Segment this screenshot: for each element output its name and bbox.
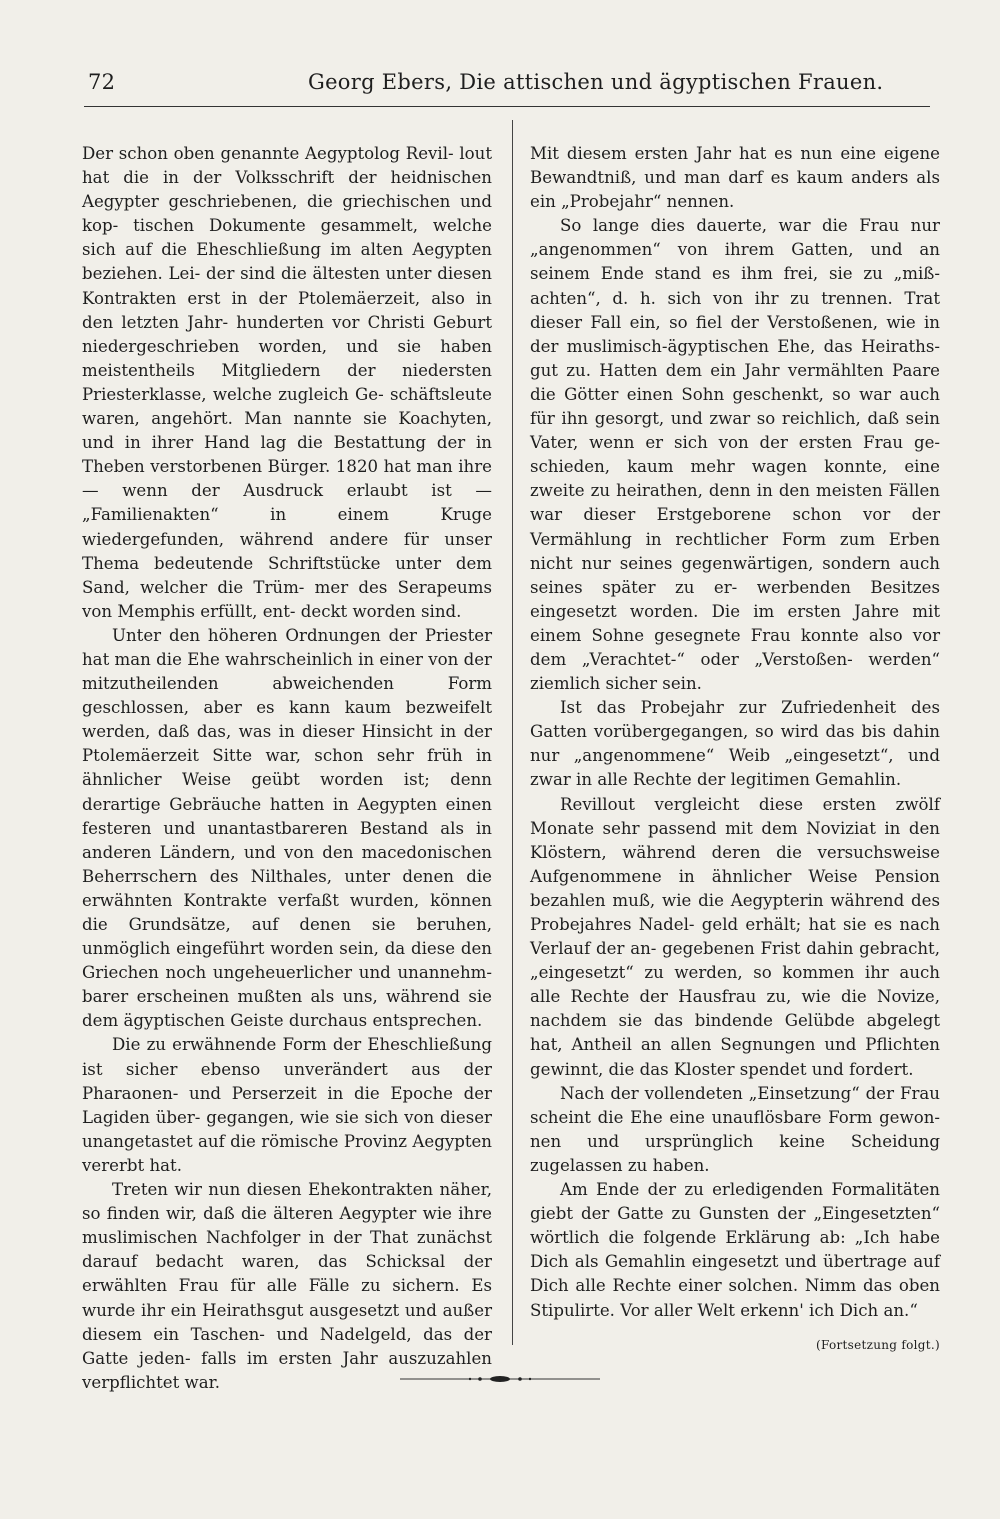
right-column bbox=[530, 142, 940, 1357]
header-rule bbox=[84, 106, 930, 107]
paragraph: Der schon oben genannte Aegyptolog Revil- lout hat die in der Volksschrift der heidnischen Aegypter geschriebenen, die griechischen und kop- tischen Dokumente gesammelt, welche sich auf die Eheschließung im alten Aegypten beziehen. Lei- der sind die ältesten unter diesen Kontrakten erst in der Ptolemäerzeit, also in den letzten Jahr- hunderten vor Christi Geburt niedergeschrieben worden, und sie haben meistentheils Mitgliedern der niedersten Priesterklasse, welche zugleich Ge- schäftsleute waren, angehört. Man nannte sie Koachyten, und in ihrer Hand lag die Bestattung der in Theben verstorbenen Bürger. 1820 hat man ihre — wenn der Ausdruck erlaubt ist — „Familienakten“ in einem Kruge wiedergefunden, während andere für unser Thema bedeutende Schriftstücke unter dem Sand, welcher die Trüm- mer des Serapeums von Memphis erfüllt, ent- deckt worden sind. bbox=[82, 144, 492, 621]
column-divider bbox=[512, 120, 513, 1345]
paragraph: Unter den höheren Ordnungen der Priester hat man die Ehe wahrscheinlich in einer von der mitzutheilenden abweichenden Form geschlossen, aber es kann kaum bezweifelt werden, daß das, was in dieser Hinsicht in der Ptolemäerzeit Sitte war, schon sehr früh in ähnlicher Weise geübt worden ist; denn derartige Gebräuche hatten in Aegypten einen festeren und unantastbareren Bestand als in anderen Ländern, und von den macedonischen Beherrschern des Nilthales, unter denen die erwähnten Kontrakte verfaßt wurden, können die Grundsätze, auf denen sie beruhen, unmöglich eingeführt worden sein, da diese den Griechen noch ungeheuerlicher und unannehm- barer erscheinen mußten als uns, während sie dem ägyptischen Geiste durchaus entsprechen. bbox=[82, 625, 492, 1031]
continuation-note: (Fortsetzung folgt.) bbox=[816, 1337, 940, 1352]
paragraph: Ist das Probejahr zur Zufriedenheit des Gatten vorübergegangen, so wird das bis dahin nur „angenommene“ Weib „eingesetzt“, und zwar in alle Rechte der legitimen Gemahlin. bbox=[530, 698, 940, 790]
paragraph: So lange dies dauerte, war die Frau nur „angenommen“ von ihrem Gatten, und an seinem Ende stand es ihm frei, sie zu „miß- achten“, d. h. sich von ihr zu trennen. Trat dieser Fall ein, so fiel der Verstoßenen, wie in der muslimisch-ägyptischen Ehe, das Heiraths- gut zu. Hatten dem ein Jahr vermählten Paare die Götter einen Sohn geschenkt, so war auch für ihn gesorgt, und zwar so reichlich, daß sein Vater, wenn er sich von der ersten Frau ge- schieden, kaum mehr wagen konnte, eine zweite zu heirathen, denn in den meisten Fällen war dieser Erstgeborene schon vor der Vermählung in rechtlicher Form zum Erben nicht nur seines gegenwärtigen, sondern auch seines später zu er- werbenden Besitzes eingesetzt worden. Die im ersten Jahre mit einem Sohne gesegnete Frau konnte also vor dem „Verachtet-“ oder „Verstoßen- werden“ ziemlich sicher sein. bbox=[530, 216, 940, 694]
paragraph: Die zu erwähnende Form der Eheschließung ist sicher ebenso unverändert aus der Pharaonen- und Perserzeit in die Epoche der Lagiden über- gegangen, wie sie sich von dieser unangetastet auf die römische Provinz Aegypten vererbt hat. bbox=[82, 1035, 492, 1175]
running-title: Georg Ebers, Die attischen und ägyptischen Frauen. bbox=[308, 70, 884, 94]
paragraph: Nach der vollendeten „Einsetzung“ der Frau scheint die Ehe eine unauflösbare Form gewon- nen und ursprünglich keine Scheidung zugelassen zu haben. bbox=[530, 1083, 940, 1175]
page-number: 72 bbox=[88, 70, 116, 94]
end-ornament bbox=[400, 1372, 600, 1386]
paragraph: Revillout vergleicht diese ersten zwölf Monate sehr passend mit dem Noviziat in den Klöstern, während deren die versuchsweise Aufgenommene in ähnlicher Weise Pension bezahlen muß, wie die Aegypterin während des Probejahres Nadel- geld erhält; hat sie es nach Verlauf der an- gegebenen Frist dahin gebracht, „eingesetzt“ zu werden, so kommen ihr auch alle Rechte der Hausfrau zu, wie die Novize, nachdem sie das bindende Gelübde abgelegt hat, Antheil an allen Segnungen und Pflichten gewinnt, die das Kloster spendet und fordert. bbox=[530, 794, 940, 1079]
page-header bbox=[88, 70, 928, 100]
paragraph: Am Ende der zu erledigenden Formalitäten giebt der Gatte zu Gunsten der „Eingesetzten“ wörtlich die folgende Erklärung ab: „Ich habe Dich als Gemahlin eingesetzt und übertrage auf Dich alle Rechte einer solchen. Nimm das oben Stipulirte. Vor aller Welt erkenn' ich Dich an.“ bbox=[530, 1180, 940, 1320]
paragraph: Mit diesem ersten Jahr hat es nun eine eigene Bewandtniß, und man darf es kaum anders als ein „Probejahr“ nennen. bbox=[530, 144, 940, 212]
paragraph: Treten wir nun diesen Ehekontrakten näher, so finden wir, daß die älteren Aegypter wie ihre muslimischen Nachfolger in der That zunächst darauf bedacht waren, das Schicksal der erwählten Frau für alle Fälle zu sichern. Es wurde ihr ein Heirathsgut ausgesetzt und außer diesem ein Taschen- und Nadelgeld, das der Gatte jeden- falls im ersten Jahr auszuzahlen verpflichtet war. bbox=[82, 1180, 492, 1392]
left-column bbox=[82, 142, 492, 1395]
